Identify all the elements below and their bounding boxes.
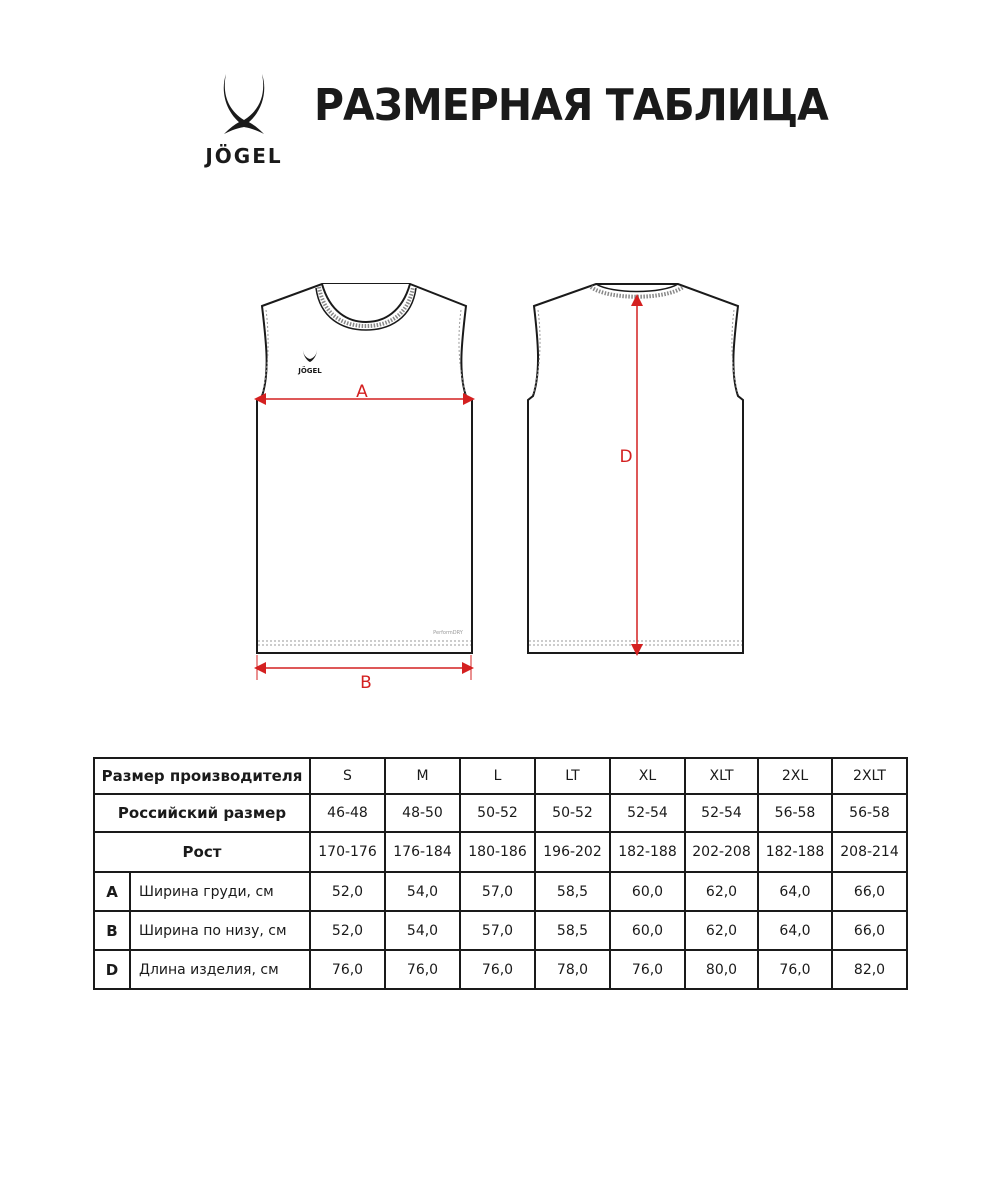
row-label: Ширина груди, см: [130, 872, 310, 911]
table-cell: 52-54: [685, 794, 758, 832]
measure-b-label: B: [360, 673, 372, 693]
jogel-logo-icon: [194, 70, 294, 142]
row-label: Размер производителя: [94, 758, 310, 794]
table-cell: 76,0: [460, 950, 535, 989]
table-cell: 2XL: [758, 758, 832, 794]
table-cell: 56-58: [832, 794, 907, 832]
table-cell: XL: [610, 758, 685, 794]
table-cell: 50-52: [460, 794, 535, 832]
chest-brand-label: JÖGEL: [298, 367, 322, 375]
row-label: Ширина по низу, см: [130, 911, 310, 950]
table-cell: L: [460, 758, 535, 794]
row-label: Российский размер: [94, 794, 310, 832]
table-cell: 52,0: [310, 911, 385, 950]
table-cell: 76,0: [758, 950, 832, 989]
table-cell: 182-188: [610, 832, 685, 872]
table-row: [94, 872, 907, 911]
table-cell: 78,0: [535, 950, 610, 989]
table-cell: 208-214: [832, 832, 907, 872]
table-cell: 54,0: [385, 911, 460, 950]
table-row: [94, 794, 907, 832]
table-cell: 57,0: [460, 911, 535, 950]
table-cell: 76,0: [310, 950, 385, 989]
table-cell: M: [385, 758, 460, 794]
measure-letter: A: [94, 872, 130, 911]
table-row: [94, 911, 907, 950]
table-cell: 76,0: [610, 950, 685, 989]
table-cell: 58,5: [535, 872, 610, 911]
table-cell: 56-58: [758, 794, 832, 832]
table-cell: 82,0: [832, 950, 907, 989]
row-label: Рост: [94, 832, 310, 872]
table-cell: 57,0: [460, 872, 535, 911]
row-label: Длина изделия, см: [130, 950, 310, 989]
table-cell: 202-208: [685, 832, 758, 872]
table-cell: 52-54: [610, 794, 685, 832]
front-view: [257, 284, 472, 693]
table-cell: 46-48: [310, 794, 385, 832]
measure-a-label: A: [356, 382, 368, 402]
table-cell: 48-50: [385, 794, 460, 832]
table-row: [94, 832, 907, 872]
table-cell: 196-202: [535, 832, 610, 872]
table-cell: XLT: [685, 758, 758, 794]
brand-name: JÖGEL: [205, 144, 283, 168]
table-cell: 60,0: [610, 911, 685, 950]
table-cell: 64,0: [758, 911, 832, 950]
table-cell: 58,5: [535, 911, 610, 950]
brand-logo: [194, 70, 294, 170]
table-cell: S: [310, 758, 385, 794]
table-row: [94, 950, 907, 989]
size-table: [93, 757, 908, 990]
measure-letter: B: [94, 911, 130, 950]
table-cell: 170-176: [310, 832, 385, 872]
table-cell: 62,0: [685, 872, 758, 911]
table-cell: 50-52: [535, 794, 610, 832]
garment-diagram: [0, 270, 1000, 700]
table-cell: 80,0: [685, 950, 758, 989]
page-header: [0, 0, 1000, 200]
table-cell: 60,0: [610, 872, 685, 911]
table-cell: 64,0: [758, 872, 832, 911]
table-row: [94, 758, 907, 794]
hem-print-label: PerformDRY: [433, 630, 463, 636]
page-title: РАЗМЕРНАЯ ТАБЛИЦА: [314, 80, 828, 131]
measure-letter: D: [94, 950, 130, 989]
table-cell: 76,0: [385, 950, 460, 989]
back-view: [528, 284, 743, 653]
table-cell: 54,0: [385, 872, 460, 911]
table-cell: 176-184: [385, 832, 460, 872]
table-cell: LT: [535, 758, 610, 794]
table-cell: 180-186: [460, 832, 535, 872]
table-cell: 66,0: [832, 911, 907, 950]
table-cell: 52,0: [310, 872, 385, 911]
table-cell: 2XLT: [832, 758, 907, 794]
table-cell: 66,0: [832, 872, 907, 911]
table-cell: 62,0: [685, 911, 758, 950]
measure-d-label: D: [619, 447, 633, 467]
table-cell: 182-188: [758, 832, 832, 872]
